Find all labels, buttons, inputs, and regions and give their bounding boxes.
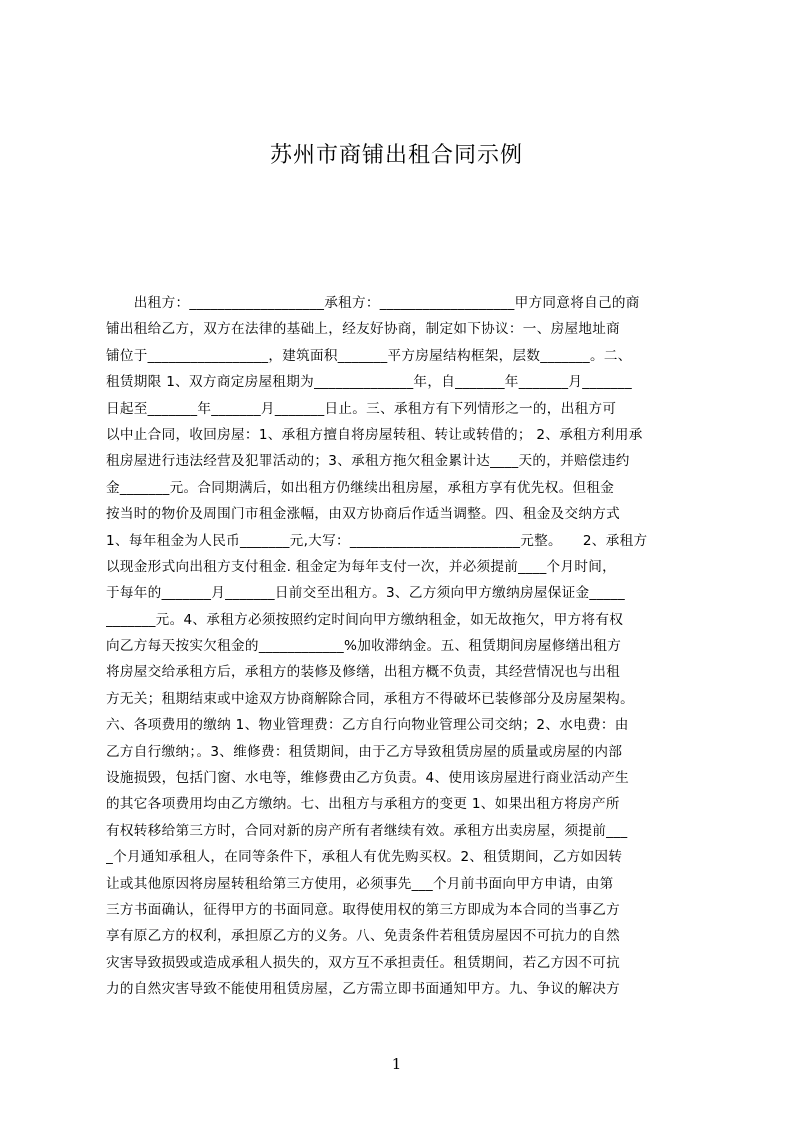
body-line: 力的自然灾害导致不能使用租赁房屋，乙方需立即书面通知甲方。九、争议的解决方 (106, 981, 621, 998)
body-line: 以现金形式向出租方支付租金. 租金定为每年支付一次，并必须提前____个月时间， (106, 558, 617, 575)
body-line: 让或其他原因将房屋转租给第三方使用，必须事先___个月前书面向甲方申请，由第 (106, 875, 614, 892)
body-line: 金_______元。合同期满后，如出租方仍继续出租房屋，承租方享有优先权。但租金 (106, 479, 615, 496)
body-line: 1、每年租金为人民币_______元,大写：________________________元整。 2、承租方 (106, 532, 648, 549)
body-line: 灾害导致损毁或造成承租人损失的，双方互不承担责任。租赁期间，若乙方因不可抗 (106, 954, 621, 971)
body-line: 乙方自行缴纳；。3、维修费：租赁期间，由于乙方导致租赁房屋的质量或房屋的内部 (106, 743, 623, 760)
body-line: 三方书面确认，征得甲方的书面同意。取得使用权的第三方即成为本合同的当事乙方 (106, 901, 621, 918)
body-line: 的其它各项费用均由乙方缴纳。七、出租方与承租方的变更 1、如果出租方将房产所 (106, 796, 620, 813)
body-line: 设施损毁，包括门窗、水电等，维修费由乙方负责。4、使用该房屋进行商业活动产生 (106, 770, 630, 787)
body-line: 将房屋交给承租方后，承租方的装修及修缮，出租方概不负责，其经营情况也与出租 (106, 664, 621, 681)
body-line: _个月通知承租人，在同等条件下，承租人有优先购买权。2、租赁期间，乙方如因转 (106, 849, 623, 866)
body-line: 出租方：___________________承租方：___________________甲方同意将自己的商 (106, 295, 640, 311)
page-number: 1 (391, 1055, 402, 1073)
body-line: 有权转移给第三方时，合同对新的房产所有者继续有效。承租方出卖房屋，须提前___ (106, 822, 628, 839)
body-line: 六、各项费用的缴纳 1、物业管理费：乙方自行向物业管理公司交纳；2、水电费：由 (106, 717, 629, 734)
body-line: 以中止合同，收回房屋：1、承租方擅自将房屋转租、转让或转借的； 2、承租方利用承 (106, 426, 643, 443)
body-line: 于每年的_______月_______日前交至出租方。3、乙方须向甲方缴纳房屋保证金_____ (106, 585, 625, 602)
body-line: 日起至_______年_______月_______日止。三、承租方有下列情形之一的，出租方可 (106, 400, 617, 417)
document-title: 苏州市商铺出租合同示例 (269, 143, 523, 168)
body-line: 铺位于_________________，建筑面积_______平方房屋结构框架，层数_______。二、 (106, 347, 632, 364)
body-line: 方无关；租期结束或中途双方协商解除合同，承租方不得破坏已装修部分及房屋架构。 (106, 690, 634, 707)
body-line: 享有原乙方的权利，承担原乙方的义务。八、免责条件若租赁房屋因不可抗力的自然 (106, 928, 621, 945)
body-line: 向乙方每天按实欠租金的____________%加收滞纳金。五、租赁期间房屋修缮出租方 (106, 638, 622, 655)
contract-body (106, 290, 696, 1032)
body-line: 租赁期限 1、双方商定房屋租期为______________年，自_______年_______月_______ (106, 374, 632, 391)
body-line: 按当时的物价及周围门市租金涨幅，由双方协商后作适当调整。四、租金及交纳方式 (106, 506, 621, 523)
body-line: 铺出租给乙方，双方在法律的基础上，经友好协商，制定如下协议：一、房屋地址商 (106, 321, 621, 338)
body-line: _______元。4、承租方必须按照约定时间向甲方缴纳租金，如无故拖欠，甲方将有权 (106, 611, 624, 628)
body-line: 租房屋进行违法经营及犯罪活动的；3、承租方拖欠租金累计达____天的，并赔偿违约 (106, 453, 630, 470)
